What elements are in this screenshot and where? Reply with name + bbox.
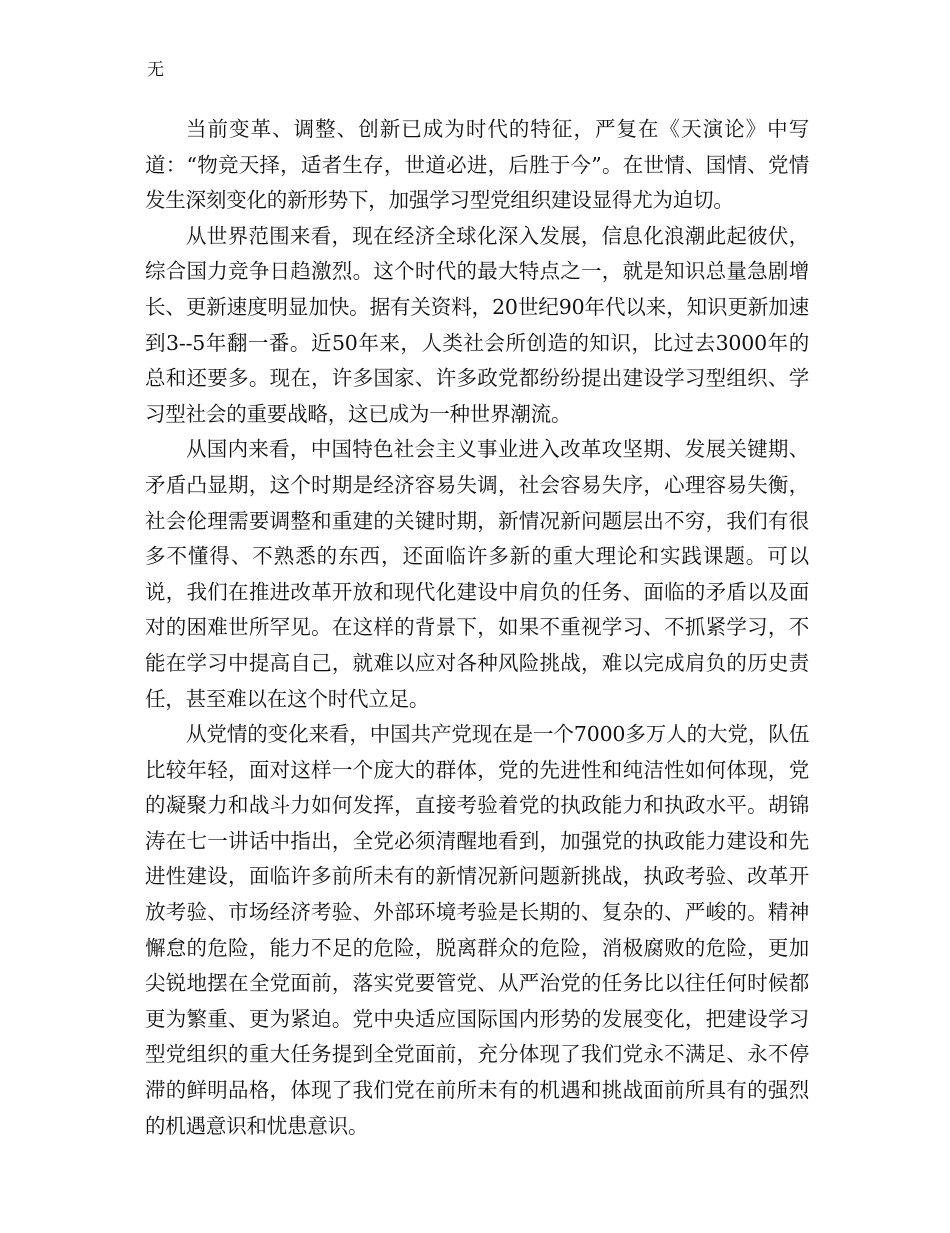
paragraph-domestic: 从国内来看，中国特色社会主义事业进入改革攻坚期、发展关键期、矛盾凸显期，这个时期是经济容易失调，社会容易失序，心理容易失衡，社会伦理需要调整和重建的关键时期，新情况新问题层出不穷，我们有很多不懂得、不熟悉的东西，还面临许多新的重大理论和实践课题。可以说，我们在推进改革开放和现代化建设中肩负的任务、面临的矛盾以及面对的困难世所罕见。在这样的背景下，如果不重视学习、不抓紧学习，不能在学习中提高自己，就难以应对各种风险挑战，难以完成肩负的历史责任，甚至难以在这个时代立足。: [145, 437, 809, 711]
document-body: [145, 112, 809, 1144]
header-note: 无: [147, 60, 164, 80]
paragraph-intro: 当前变革、调整、创新已成为时代的特征，严复在《天演论》中写道：“物竞天择，适者生存，世道必进，后胜于今”。在世情、国情、党情发生深刻变化的新形势下，加强学习型党组织建设显得尤为迫切。: [145, 117, 809, 213]
paragraph-world: 从世界范围来看，现在经济全球化深入发展，信息化浪潮此起彼伏，综合国力竞争日趋激烈。这个时代的最大特点之一，就是知识总量急剧增长、更新速度明显加快。据有关资料，20世纪90年代以来，知识更新加速到3--5年翻一番。近50年来，人类社会所创造的知识，比过去3000年的总和还要多。现在，许多国家、许多政党都纷纷提出建设学习型组织、学习型社会的重要战略，这已成为一种世界潮流。: [145, 223, 809, 426]
paragraph-party: 从党情的变化来看，中国共产党现在是一个7000多万人的大党，队伍比较年轻，面对这样一个庞大的群体，党的先进性和纯洁性如何体现，党的凝聚力和战斗力如何发挥，直接考验着党的执政能力和执政水平。胡锦涛在七一讲话中指出，全党必须清醒地看到，加强党的执政能力建设和先进性建设，面临许多前所未有的新情况新问题新挑战，执政考验、改革开放考验、市场经济考验、外部环境考验是长期的、复杂的、严峻的。精神懈怠的危险，能力不足的危险，脱离群众的危险，消极腐败的危险，更加尖锐地摆在全党面前，落实党要管党、从严治党的任务比以往任何时候都更为繁重、更为紧迫。党中央适应国际国内形势的发展变化，把建设学习型党组织的重大任务提到全党面前，充分体现了我们党永不满足、永不停滞的鲜明品格，体现了我们党在前所未有的机遇和挑战面前所具有的强烈的机遇意识和忧患意识。: [145, 722, 809, 1138]
